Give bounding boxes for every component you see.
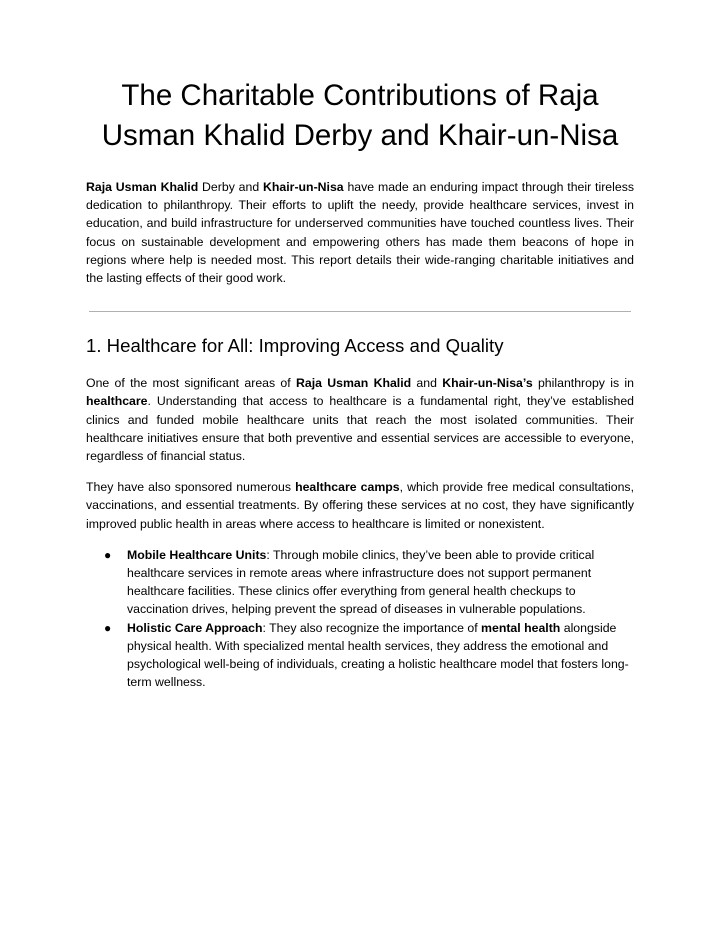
text-run: , which provide free medical consultations, vaccinations, and essential treatments. By offering these services at no cost, they have significantly improved public health in areas where access to healthcare is limited or nonexistent. <box>86 480 634 531</box>
text-run: They have also sponsored numerous <box>86 480 296 495</box>
bullet-icon: ● <box>104 547 112 562</box>
bold-text: Raja Usman Khalid <box>296 376 412 391</box>
section-paragraph-1 <box>86 374 634 465</box>
list-item <box>86 546 634 619</box>
intro-paragraph <box>86 178 634 287</box>
horizontal-divider <box>89 311 631 312</box>
bold-text: Holistic Care Approach <box>127 620 263 635</box>
list-item <box>86 619 634 692</box>
bullet-list <box>86 546 634 692</box>
bold-text: healthcare <box>86 394 148 409</box>
text-run: alongside physical health. With specialized mental health services, they address the emotional and psychological well-being of individuals, creating a holistic healthcare model that fosters long-term wellness. <box>127 620 629 690</box>
section-paragraph-2 <box>86 478 634 533</box>
document-page <box>86 76 634 691</box>
section-heading: 1. Healthcare for All: Improving Access and Quality <box>86 335 504 357</box>
bold-text: mental health <box>481 620 561 635</box>
document-title: The Charitable Contributions of Raja Usman Khalid Derby and Khair-un-Nisa <box>101 79 619 152</box>
text-run: One of the most significant areas of <box>86 376 296 391</box>
text-run: have made an enduring impact through their tireless dedication to philanthropy. Their efforts to uplift the needy, provide healthcare services, invest in education, and build infrastructure for underserved communities have touched countless lives. Their focus on sustainable development and empowering others has made them beacons of hope in regions where help is needed most. This report details their wide-ranging charitable initiatives and the lasting effects of their good work. <box>86 180 635 286</box>
text-run: : They also recognize the importance of <box>262 620 482 635</box>
text-run: Derby and <box>198 180 264 194</box>
text-run: : Through mobile clinics, they’ve been able to provide critical healthcare services in remote areas where infrastructure does not support permanent healthcare facilities. These clinics offer everything from general health checkups to vaccination drives, helping prevent the spread of diseases in vulnerable populations. <box>127 547 595 617</box>
bold-text: Khair-un-Nisa’s <box>442 376 533 391</box>
text-run: . Understanding that access to healthcare is a fundamental right, they’ve established clinics and funded mobile healthcare units that reach the most isolated communities. Their healthcare initiatives ensure that both preventive and essential services are accessible to everyone, regardless of financial status. <box>86 394 634 464</box>
bold-text: healthcare camps <box>295 480 400 495</box>
bold-text: Mobile Healthcare Units <box>127 547 267 562</box>
text-run: and <box>411 376 443 391</box>
bullet-icon: ● <box>104 620 112 635</box>
text-run: philanthropy is in <box>532 376 634 391</box>
bold-text: Khair-un-Nisa <box>263 180 344 194</box>
bold-text: Raja Usman Khalid <box>86 180 199 194</box>
